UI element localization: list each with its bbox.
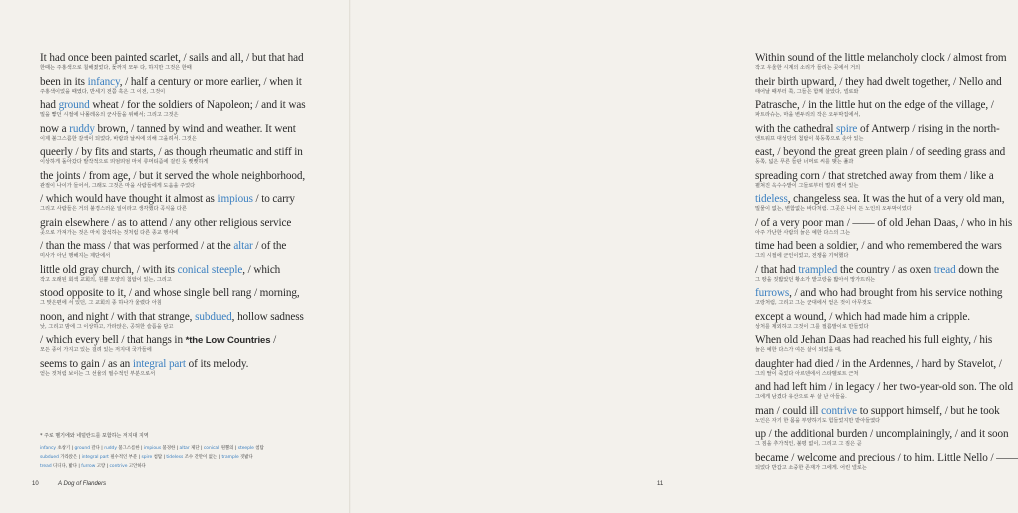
- korean-gloss: 그 땅을 짓밟았던 황소가 밭고랑을 밟아서 망가뜨리는: [755, 276, 876, 283]
- glossary-meaning: 갈다: [91, 446, 100, 451]
- korean-gloss: 낮, 그리고 밤에 그 이상하고, 가라앉은, 공허한 슬픔을 담고: [40, 323, 174, 330]
- text-segment: and had left him / in legacy / her two-year-old son. The old: [755, 381, 1013, 393]
- text-segment: wheat / for the soldiers of Napoleon; / and it was: [89, 99, 306, 111]
- glossary-meaning: 가라앉은: [60, 455, 78, 460]
- english-line: [40, 264, 280, 276]
- text-segment: When old Jehan Daas had reached his full eighty, / his: [755, 334, 993, 346]
- glossary-meaning: 첨탑: [153, 455, 163, 460]
- glossary-term: ruddy: [104, 446, 117, 451]
- text-segment: / which would have thought it almost as: [40, 193, 218, 205]
- text-segment: , / which: [242, 263, 281, 276]
- text-segment: time had been a soldier, / and who remembered the wars: [755, 240, 1002, 252]
- text-segment: grain elsewhere / as to attend / any other religious service: [40, 216, 292, 229]
- glossary-term: subdued: [40, 455, 59, 460]
- english-line: [40, 52, 303, 64]
- glossary-meaning: 짓밟다: [240, 455, 253, 460]
- glossary-meaning: 디디다, 밟다: [53, 464, 78, 469]
- korean-gloss: 동쪽, 넓은 푸른 들판 너머로 씨를 맺는 풀과: [755, 159, 854, 165]
- english-line: [755, 428, 1008, 440]
- text-segment: It had once been painted scarlet, / sails and all, / but that had: [40, 52, 304, 64]
- english-line: [755, 123, 1000, 135]
- glossary-meaning: 고랑: [96, 464, 106, 469]
- text-segment: spreading corn / that stretched away from them / like a: [755, 169, 994, 182]
- korean-gloss: 한때는 주홍색으로 칠해졌었다, 돛까지 모두 다, 하지만 그것은 한때: [40, 65, 192, 71]
- glossary-meaning: 제단: [191, 446, 200, 451]
- page-number-left: 10: [32, 481, 39, 487]
- text-segment: the country / as oxen: [837, 263, 934, 276]
- english-line: [755, 217, 1012, 229]
- english-line: [755, 52, 1006, 64]
- vocab-word: integral part: [132, 357, 186, 370]
- glossary-term: contrive: [109, 464, 128, 469]
- english-line: [40, 334, 276, 347]
- english-line: [755, 99, 994, 111]
- left-page: [0, 0, 350, 513]
- text-segment: east, / beyond the great green plain / of seeding grass and: [755, 146, 1006, 158]
- text-segment: man / could ill: [755, 404, 822, 417]
- text-segment: / than the mass / that was performed / at the: [40, 240, 234, 252]
- right-page: [350, 0, 1018, 513]
- glossary-term: furrow: [81, 464, 96, 469]
- english-line: [40, 99, 305, 111]
- glossary-meaning: 조수 간만이 없는: [184, 455, 218, 460]
- english-line: [40, 170, 305, 182]
- english-line: [755, 193, 1004, 205]
- text-segment: /: [270, 334, 277, 346]
- vocab-word: tread: [933, 263, 956, 276]
- korean-gloss: 그에게 남겼다 유산으로 두 살 난 아들을.: [755, 394, 847, 400]
- text-segment: to support himself, / but he took: [857, 404, 1000, 417]
- text-segment: , / half a century or more earlier, / when it: [119, 75, 302, 88]
- glossary-row: subdued 가라앉은 | integral part 필수적인 부분 | spire 첨탑 | tideless 조수 간만이 없는 | trample 짓밟다: [40, 455, 253, 460]
- english-line: [755, 146, 1005, 158]
- glossary-term: conical: [203, 446, 220, 451]
- text-segment: , / and who had brought from his service nothing: [789, 287, 1003, 299]
- text-segment: / of a very poor man / —— of old Jehan Daas, / who in his: [755, 216, 1013, 229]
- korean-gloss: 밀을 빻던 시절에 나폴레옹의 군사들을 위해서; 그리고 그것은: [40, 112, 179, 118]
- english-line: [40, 240, 286, 252]
- english-line: [755, 76, 1002, 88]
- text-segment: little old gray church, / with its: [40, 263, 178, 276]
- glossary-meaning: 불경한: [162, 446, 176, 451]
- vocab-word: trampled: [798, 263, 838, 276]
- text-segment: of Antwerp / rising in the north-: [857, 122, 1000, 135]
- text-segment: noon, and night / with that strange,: [40, 310, 196, 323]
- korean-gloss: 작고 오래된 회색 교회의, 원뿔 모양의 첨탑이 있는, 그리고: [40, 276, 172, 283]
- korean-gloss: 이제 불그스름한 갈색이 되었다, 바람과 날씨에 의해 그을려서. 그것은: [40, 135, 197, 142]
- glossary-term: ground: [74, 446, 91, 451]
- text-segment: with the cathedral: [755, 122, 837, 135]
- text-segment: except a wound, / which had made him a cripple.: [755, 310, 970, 323]
- text-segment: / of the: [252, 240, 287, 252]
- english-line: [755, 405, 1000, 417]
- english-line: [755, 170, 994, 182]
- english-line: [755, 334, 992, 346]
- korean-gloss: 앤트워프 대성당의 첨탑이 북동쪽으로 솟아 있는: [755, 135, 864, 142]
- glossary-term: trample: [221, 455, 239, 460]
- glossary-row: tread 디디다, 밟다 | furrow 고랑 | contrive 고안하다: [40, 464, 146, 469]
- english-line: [755, 452, 1018, 464]
- korean-gloss: 작고 우울한 시계의 소리가 들리는 곳에서 거의: [755, 65, 861, 71]
- glossary-meaning: 불그스름한: [118, 446, 140, 451]
- glossary-term: tread: [40, 464, 52, 469]
- text-segment: Within sound of the little melancholy clock / almost from: [755, 52, 1007, 64]
- korean-gloss: 곳으로 가져가는 것은 마치 참석하는 것처럼 다른 종교 행사에: [40, 229, 179, 236]
- text-segment: up / the additional burden / uncomplainingly, / and it soon: [755, 428, 1009, 440]
- vocab-word: conical steeple: [177, 263, 243, 276]
- korean-gloss: 태어날 때부터 쭉, 그들은 함께 살았다, 넬로와: [755, 88, 859, 95]
- page-number-right: 11: [657, 481, 664, 487]
- glossary-meaning: 초창기: [57, 446, 71, 451]
- korean-gloss: 노인은 자기 한 몸을 부양하기도 힘들었지만 받아들였다: [755, 417, 881, 424]
- vocab-word: tideless: [755, 193, 788, 205]
- korean-gloss: 파트라슈는, 마을 변두리의 작은 오두막집에서,: [755, 112, 861, 118]
- glossary-term: tideless: [166, 455, 184, 460]
- text-segment: had: [40, 99, 59, 111]
- text-segment: , hollow sadness: [231, 310, 304, 323]
- text-segment: , changeless sea. It was the hut of a very old man,: [787, 193, 1005, 205]
- english-line: [40, 287, 300, 299]
- vocab-word: contrive: [821, 404, 857, 417]
- korean-gloss: 고랑처럼, 그리고 그는 군대에서 얻은 것이 아무것도: [755, 300, 872, 306]
- english-line: [40, 358, 248, 370]
- english-line: [755, 287, 1002, 299]
- text-segment: brown, / tanned by wind and weather. It went: [94, 122, 296, 135]
- korean-gloss: 아주 가난한 사람의 늙은 예한 다스의 그는: [755, 229, 851, 236]
- vocab-word: spire: [836, 122, 858, 135]
- footnoted-term: *the Low Countries: [185, 335, 271, 346]
- english-line: [755, 264, 999, 276]
- korean-gloss: 미사가 아닌 행해지는 제단에서: [40, 253, 111, 259]
- text-segment: Patrasche, / in the little hut on the edge of the village, /: [755, 99, 994, 111]
- vocab-word: ruddy: [69, 122, 95, 135]
- korean-gloss: 밀물이 없는, 변함없는 바다처럼. 그곳은 나이 든 노인의 오두막이었다: [755, 206, 912, 212]
- vocab-word: impious: [217, 193, 253, 205]
- korean-gloss: 그리고 사람들은 거의 불경스러운 일이라고 생각했다 곡식을 다른: [40, 206, 187, 212]
- english-line: [755, 240, 1002, 252]
- glossary-term: integral part: [81, 455, 109, 460]
- text-segment: their birth upward, / they had dwelt together, / Nello and: [755, 75, 1002, 88]
- korean-gloss: 그 짐을 추가적인, 불평 없이, 그리고 그 짐은 곧: [755, 441, 862, 447]
- korean-gloss: 그 맞은편에 서 있던, 그 교회의 종 하나가 울렸다 아침: [40, 300, 162, 306]
- text-segment: down the: [955, 263, 999, 276]
- glossary-term: infancy: [40, 446, 57, 451]
- text-segment: of its melody.: [185, 357, 249, 370]
- vocab-word: subdued: [195, 310, 232, 323]
- text-segment: / which every bell / that hangs in: [40, 334, 186, 346]
- korean-gloss: 모든 종이 가지고 있는 걸려 있는 저지대 국가들에: [40, 347, 152, 353]
- text-segment: now a: [40, 122, 70, 135]
- korean-gloss: 늙은 예한 다스가 여든 살이 되었을 때,: [755, 347, 842, 353]
- korean-gloss: 되었다 반갑고 소중한 존재가 그에게. 어린 넬로는: [755, 464, 867, 471]
- glossary-term: steeple: [237, 446, 254, 451]
- text-segment: became / welcome and precious / to him. Little Nello / ——: [755, 451, 1018, 464]
- text-segment: been in its: [40, 75, 88, 88]
- english-line: [755, 381, 1013, 393]
- glossary-term: spire: [141, 455, 153, 460]
- vocab-word: altar: [233, 240, 253, 252]
- korean-gloss: 이상하게 돌아갔다 발작적으로 띄엄띄엄 마치 류머티즘에 걸린 듯 뻣뻣하게: [40, 159, 209, 165]
- glossary-term: altar: [179, 446, 190, 451]
- glossary-row: infancy 초창기 | ground 갈다 | ruddy 불그스름한 | impious 불경한 | altar 제단 | conical 원뿔의 | steeple 첨탑: [40, 446, 264, 451]
- text-segment: stood opposite to it, / and whose single bell rang / morning,: [40, 287, 300, 299]
- korean-gloss: 그의 시절에 군인이었고, 전쟁을 기억했다: [755, 253, 849, 259]
- english-line: [40, 311, 304, 323]
- english-line: [40, 217, 291, 229]
- text-segment: daughter had died / in the Ardennes, / hard by Stavelot, /: [755, 357, 1002, 370]
- korean-gloss: 상처를 제외하고 그것이 그를 절름발이로 만들었다: [755, 323, 869, 330]
- running-title: A Dog of Flanders: [58, 481, 107, 487]
- korean-gloss: 그의 딸이 죽었다 아르덴에서 스타벨로트 근처: [755, 370, 859, 377]
- text-segment: / to carry: [252, 193, 295, 205]
- text-segment: / that had: [755, 263, 799, 276]
- vocab-word: ground: [58, 99, 90, 111]
- glossary-meaning: 원뿔의: [220, 446, 234, 451]
- english-line: [40, 146, 303, 158]
- english-line: [755, 358, 1002, 370]
- glossary-meaning: 필수적인 부분: [110, 455, 138, 460]
- glossary-term: impious: [143, 446, 162, 451]
- vocab-word: furrows: [755, 287, 790, 299]
- english-line: [40, 193, 295, 205]
- glossary-meaning: 첨탑: [255, 446, 264, 451]
- korean-gloss: 펼쳐진 옥수수밭이 그들로부터 멀리 뻗어 있는: [755, 182, 859, 189]
- glossary-meaning: 고안하다: [128, 464, 146, 469]
- vocab-word: infancy: [87, 75, 120, 88]
- text-segment: queerly / by fits and starts, / as though rheumatic and stiff in: [40, 146, 303, 158]
- english-line: [40, 76, 302, 88]
- korean-gloss: 얻는 것처럼 보이는 그 선율의 필수적인 부분으로서: [40, 370, 156, 377]
- text-segment: the joints / from age, / but it served the whole neighborhood,: [40, 169, 306, 182]
- text-segment: seems to gain / as an: [40, 357, 133, 370]
- korean-gloss: 관절이 나이가 들어서, 그래도 그것은 마을 사람들에게 도움을 주었다: [40, 182, 196, 189]
- english-line: [755, 311, 970, 323]
- korean-gloss: 주홍색이었을 때였다, 반세기 전쯤 혹은 그 이전, 그것이: [40, 88, 166, 95]
- footnote: * 주로 벨기에와 네덜란드를 포함하는 저지대 지역: [40, 433, 149, 439]
- english-line: [40, 123, 296, 135]
